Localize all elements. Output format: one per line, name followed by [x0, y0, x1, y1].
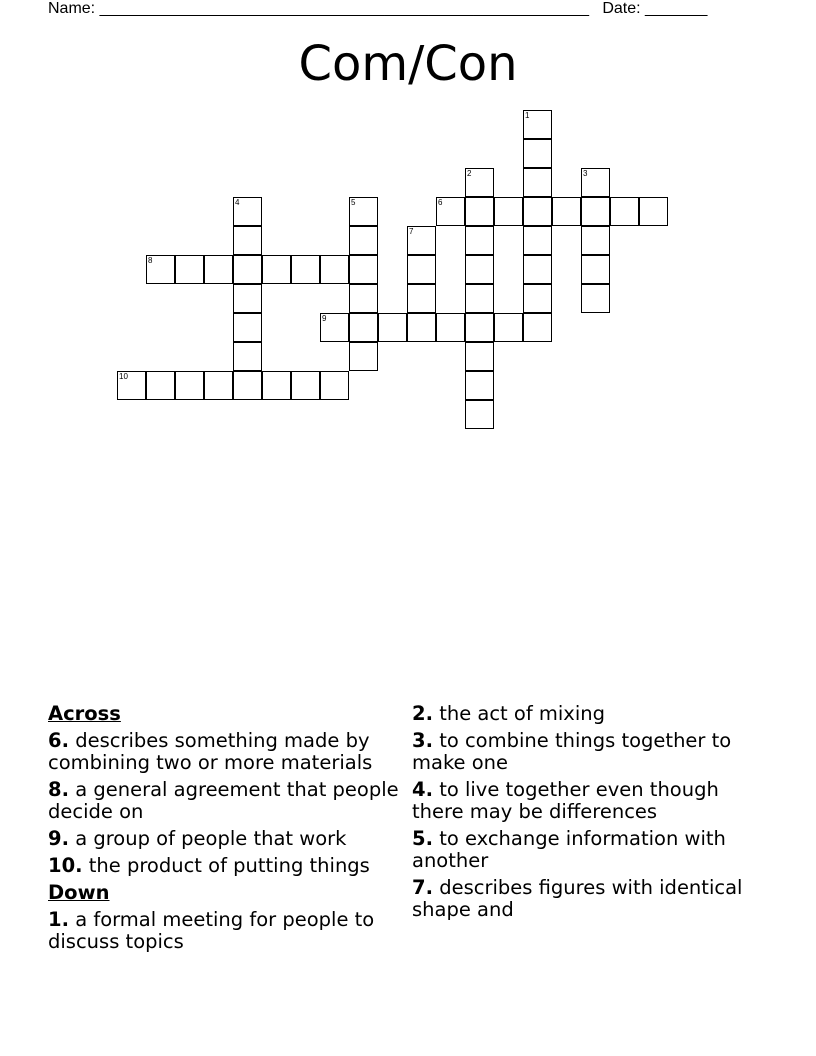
grid-cell[interactable]: [581, 226, 610, 255]
name-label: Name:: [48, 0, 96, 17]
grid-cell[interactable]: [146, 371, 175, 400]
grid-cell[interactable]: [465, 313, 494, 342]
grid-cell[interactable]: [581, 197, 610, 226]
grid-cell[interactable]: [349, 255, 378, 284]
grid-cell[interactable]: [639, 197, 668, 226]
grid-cell[interactable]: [117, 371, 146, 400]
name-line[interactable]: _______________________________________________________: [99, 0, 589, 17]
grid-cell[interactable]: [349, 284, 378, 313]
clue-number: 7.: [412, 876, 433, 899]
clue-number: 1.: [48, 908, 69, 931]
grid-cell[interactable]: [581, 255, 610, 284]
grid-cell[interactable]: [523, 313, 552, 342]
grid-cell[interactable]: [349, 342, 378, 371]
grid-cell[interactable]: [233, 284, 262, 313]
grid-cell[interactable]: [262, 371, 291, 400]
grid-cell[interactable]: [204, 255, 233, 284]
across-clue: [48, 730, 403, 774]
grid-cell[interactable]: [610, 197, 639, 226]
grid-cell[interactable]: [494, 197, 523, 226]
grid-cell[interactable]: [581, 284, 610, 313]
cell-number: 9: [322, 314, 327, 323]
cell-number: 3: [583, 169, 588, 178]
grid-cell[interactable]: [291, 255, 320, 284]
across-clue: [48, 828, 403, 850]
grid-cell[interactable]: [407, 255, 436, 284]
down-heading: Down: [48, 881, 110, 904]
grid-cell[interactable]: [233, 226, 262, 255]
grid-cell[interactable]: [175, 371, 204, 400]
down-clue: [412, 877, 767, 921]
grid-cell[interactable]: [494, 313, 523, 342]
grid-cell[interactable]: [349, 226, 378, 255]
grid-cell[interactable]: [523, 110, 552, 139]
grid-cell[interactable]: [523, 168, 552, 197]
grid-cell[interactable]: [233, 371, 262, 400]
clues-left-column: [48, 703, 403, 958]
clue-number: 5.: [412, 827, 433, 850]
grid-cell[interactable]: [465, 371, 494, 400]
grid-cell[interactable]: [407, 226, 436, 255]
clue-text: the act of mixing: [439, 702, 606, 725]
cell-number: 5: [351, 198, 356, 207]
grid-cell[interactable]: [233, 255, 262, 284]
clue-text: the product of putting things: [88, 854, 370, 877]
grid-cell[interactable]: [465, 400, 494, 429]
grid-cell[interactable]: [146, 255, 175, 284]
clue-text: describes something made by combining two or more materials: [48, 729, 373, 774]
grid-cell[interactable]: [465, 255, 494, 284]
cell-number: 8: [148, 256, 153, 265]
down-clue: [412, 779, 767, 823]
page-title: Com/Con: [298, 36, 518, 92]
date-line[interactable]: _______: [645, 0, 708, 17]
grid-cell[interactable]: [320, 371, 349, 400]
clue-text: to live together even though there may be differences: [412, 778, 719, 823]
grid-cell[interactable]: [523, 197, 552, 226]
down-clue: [412, 730, 767, 774]
grid-cell[interactable]: [407, 284, 436, 313]
down-clue: [412, 828, 767, 872]
clue-text: a general agreement that people decide on: [48, 778, 399, 823]
across-clue: [48, 779, 403, 823]
cell-number: 1: [525, 111, 530, 120]
grid-cell[interactable]: [349, 197, 378, 226]
grid-cell[interactable]: [291, 371, 320, 400]
grid-cell[interactable]: [407, 313, 436, 342]
cell-number: 2: [467, 169, 472, 178]
grid-cell[interactable]: [175, 255, 204, 284]
grid-cell[interactable]: [204, 371, 233, 400]
down-clue: [48, 909, 403, 953]
clue-number: 10.: [48, 854, 83, 877]
clue-number: 2.: [412, 702, 433, 725]
grid-cell[interactable]: [465, 342, 494, 371]
grid-cell[interactable]: [436, 313, 465, 342]
grid-cell[interactable]: [523, 255, 552, 284]
clue-text: a formal meeting for people to discuss topics: [48, 908, 375, 953]
grid-cell[interactable]: [320, 313, 349, 342]
clue-number: 4.: [412, 778, 433, 801]
date-label: Date:: [602, 0, 641, 17]
grid-cell[interactable]: [581, 168, 610, 197]
grid-cell[interactable]: [465, 168, 494, 197]
grid-cell[interactable]: [465, 197, 494, 226]
clue-text: a group of people that work: [75, 827, 347, 850]
grid-cell[interactable]: [465, 226, 494, 255]
grid-cell[interactable]: [349, 313, 378, 342]
clue-number: 9.: [48, 827, 69, 850]
grid-cell[interactable]: [262, 255, 291, 284]
cell-number: 10: [119, 372, 128, 381]
cell-number: 6: [438, 198, 443, 207]
grid-cell[interactable]: [378, 313, 407, 342]
grid-cell[interactable]: [523, 284, 552, 313]
clue-text: to exchange information with another: [412, 827, 726, 872]
grid-cell[interactable]: [436, 197, 465, 226]
grid-cell[interactable]: [465, 284, 494, 313]
clue-number: 3.: [412, 729, 433, 752]
grid-cell[interactable]: [320, 255, 349, 284]
grid-cell[interactable]: [233, 313, 262, 342]
grid-cell[interactable]: [552, 197, 581, 226]
down-clue: [412, 703, 767, 725]
clues-right-column: [412, 703, 767, 926]
across-clue: [48, 855, 403, 877]
clue-number: 8.: [48, 778, 69, 801]
cell-number: 7: [409, 227, 414, 236]
crossword-grid: [0, 0, 816, 420]
cell-number: 4: [235, 198, 240, 207]
grid-cell[interactable]: [233, 342, 262, 371]
clue-text: describes figures with identical shape and: [412, 876, 743, 921]
across-heading: Across: [48, 702, 121, 725]
grid-cell[interactable]: [523, 139, 552, 168]
clue-number: 6.: [48, 729, 69, 752]
grid-cell[interactable]: [233, 197, 262, 226]
grid-cell[interactable]: [523, 226, 552, 255]
clue-text: to combine things together to make one: [412, 729, 732, 774]
